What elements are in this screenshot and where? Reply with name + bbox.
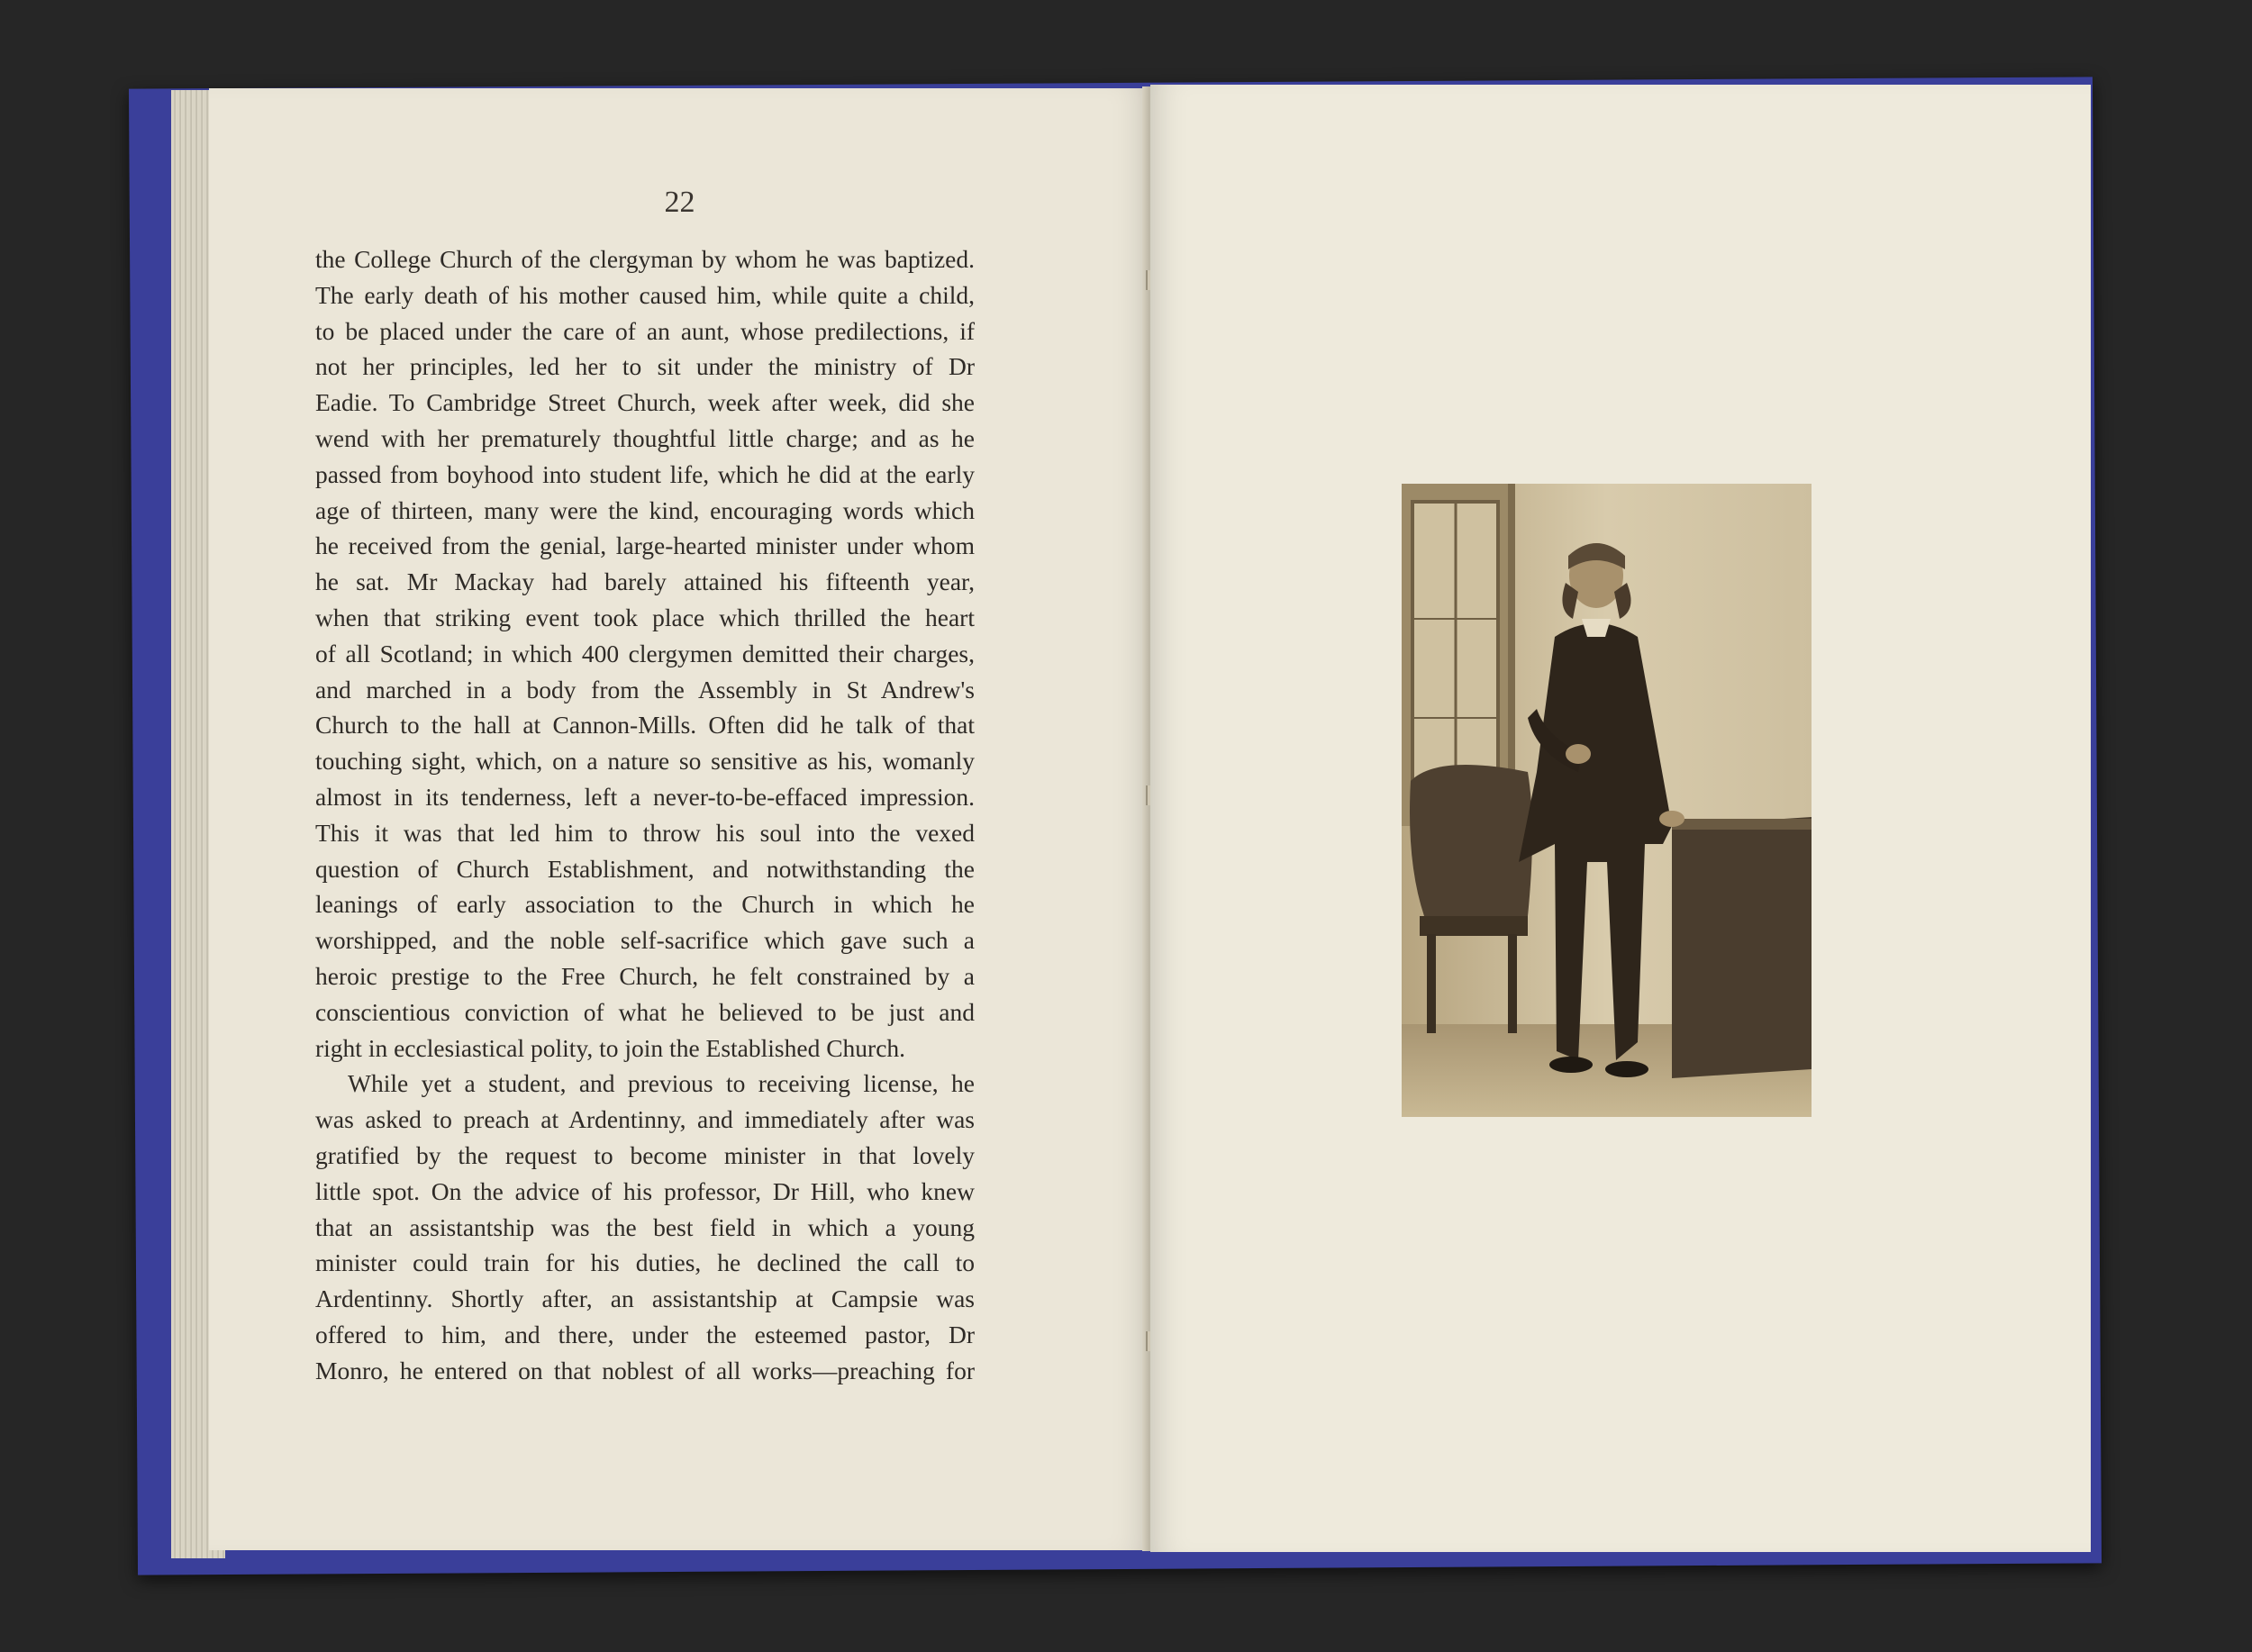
text-line: to be placed under the care of an aunt, whose predilections, if [315, 316, 975, 345]
text-line: the College Church of the clergyman by whom he was baptized. [315, 245, 975, 273]
text-line: and marched in a body from the Assembly in St Andrew's [315, 675, 975, 703]
paragraph-start-line: While yet a student, and previous to receiving license, he [348, 1069, 975, 1098]
text-line: Eadie. To Cambridge Street Church, week after week, did she [315, 388, 975, 417]
page-number: 22 [664, 186, 695, 219]
text-line: conscientious conviction of what he believed to be just and [315, 997, 975, 1026]
text-line: passed from boyhood into student life, which he did at the early [315, 459, 975, 488]
text-line: leanings of early association to the Church in which he [315, 890, 975, 919]
text-line: offered to him, and there, under the esteemed pastor, Dr [315, 1320, 975, 1348]
text-line: when that striking event took place which thrilled the heart [315, 603, 975, 631]
text-line: not her principles, led her to sit under the ministry of Dr [315, 352, 975, 381]
text-line: touching sight, which, on a nature so sensitive as his, womanly [315, 747, 975, 776]
text-line: Monro, he entered on that noblest of all works—preaching for [315, 1356, 975, 1384]
paragraph-end-line: right in ecclesiastical polity, to join the Established Church. [315, 1033, 906, 1062]
text-line: minister could train for his duties, he declined the call to [315, 1248, 975, 1277]
text-line: worshipped, and the noble self-sacrifice which gave such a [315, 926, 975, 955]
text-line: heroic prestige to the Free Church, he felt constrained by a [315, 961, 975, 990]
text-line: wend with her prematurely thoughtful little charge; and as he [315, 423, 975, 452]
text-line: Ardentinny. Shortly after, an assistantship at Campsie was [315, 1284, 975, 1313]
text-line: he received from the genial, large-hearted minister under whom [315, 531, 975, 560]
text-line: little spot. On the advice of his professor, Dr Hill, who knew [315, 1176, 975, 1205]
text-line: This it was that led him to throw his soul into the vexed [315, 818, 975, 847]
portrait-image [1402, 484, 1812, 1117]
text-line: he sat. Mr Mackay had barely attained his fifteenth year, [315, 567, 975, 596]
left-page [209, 88, 1150, 1550]
body-text [315, 241, 975, 1389]
text-line: The early death of his mother caused him, while quite a child, [315, 280, 975, 309]
text-line: almost in its tenderness, left a never-to-be-effaced impression. [315, 782, 975, 811]
text-line: Church to the hall at Cannon-Mills. Often did he talk of that [315, 711, 975, 740]
text-line: was asked to preach at Ardentinny, and immediately after was [315, 1105, 975, 1134]
text-line: of all Scotland; in which 400 clergymen demitted their charges, [315, 639, 975, 667]
text-line: question of Church Establishment, and notwithstanding the [315, 854, 975, 883]
text-line: gratified by the request to become minister in that lovely [315, 1140, 975, 1169]
text-line: that an assistantship was the best field in which a young [315, 1212, 975, 1241]
portrait-photograph [1402, 484, 1812, 1117]
text-line: age of thirteen, many were the kind, encouraging words which [315, 495, 975, 524]
